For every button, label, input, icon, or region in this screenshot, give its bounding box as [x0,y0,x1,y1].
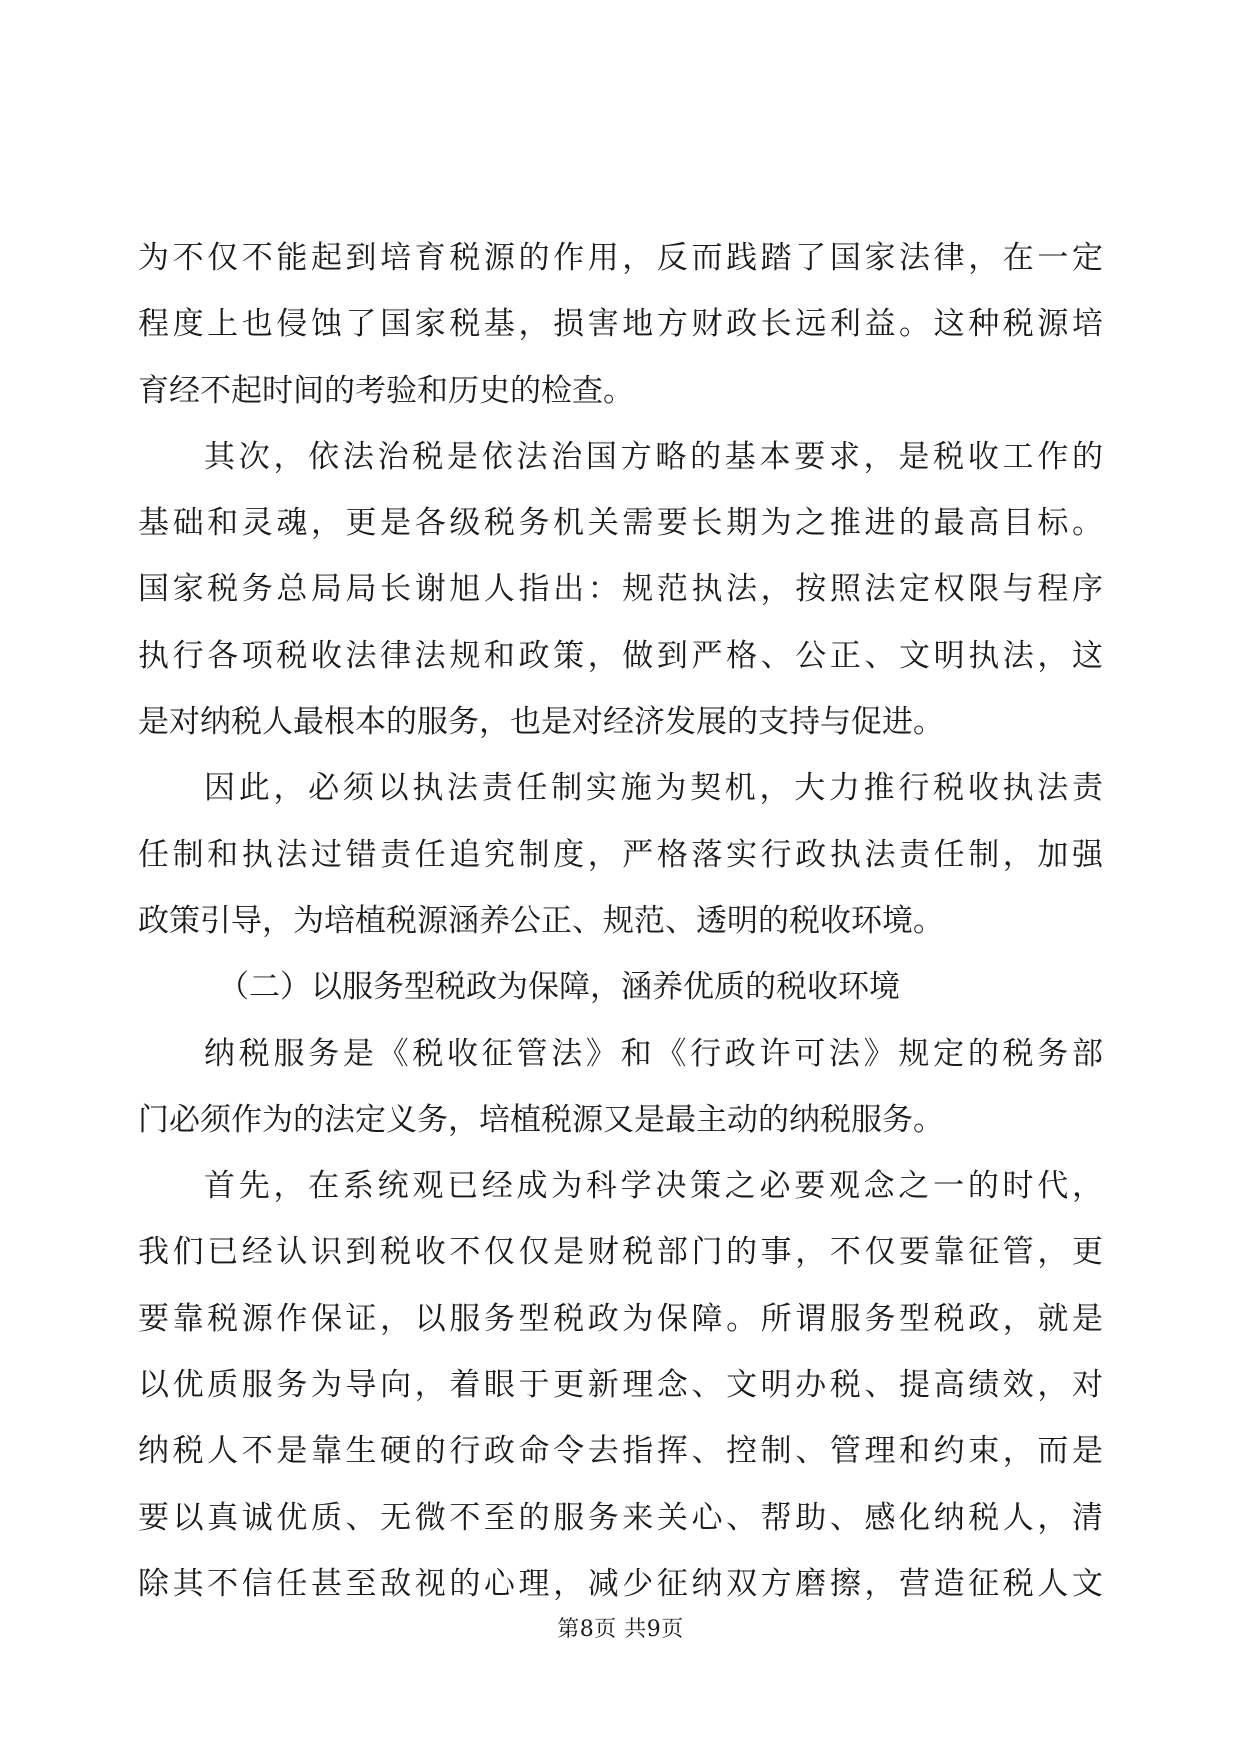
text-line: 育经不起时间的考验和历史的检查。 [138,372,634,409]
document-body [138,225,1103,1617]
text-line: 门必须作为的法定义务，培植税源又是最主动的纳税服务。 [138,1101,944,1138]
text-line: 除其不信任甚至敌视的心理，减少征纳双方磨擦，营造征税人文 [138,1565,1103,1602]
text-line: 其次，依法治税是依法治国方略的基本要求，是税收工作的 [204,438,1103,475]
page-footer: 第8页 共9页 [557,1617,684,1642]
text-line: 因此，必须以执法责任制实施为契机，大力推行税收执法责 [204,770,1103,807]
text-line: 执行各项税收法律法规和政策，做到严格、公正、文明执法，这 [138,637,1103,674]
text-line: 国家税务总局局长谢旭人指出：规范执法，按照法定权限与程序 [138,571,1103,608]
text-line: 首先，在系统观已经成为科学决策之必要观念之一的时代， [204,1168,1103,1205]
text-line: 政策引导，为培植税源涵养公正、规范、透明的税收环境。 [138,902,944,939]
text-line: 以优质服务为导向，着眼于更新理念、文明办税、提高绩效，对 [138,1367,1103,1404]
text-line: 为不仅不能起到培育税源的作用，反而践踏了国家法律，在一定 [138,240,1103,276]
text-line: 任制和执法过错责任追究制度，严格落实行政执法责任制，加强 [138,836,1103,873]
text-line: 纳税人不是靠生硬的行政命令去指挥、控制、管理和约束，而是 [138,1433,1103,1470]
text-line: 是对纳税人最根本的服务，也是对经济发展的支持与促进。 [138,704,944,741]
section-heading: （二）以服务型税政为保障，涵养优质的税收环境 [218,969,900,1006]
text-line: 要以真诚优质、无微不至的服务来关心、帮助、感化纳税人，清 [138,1499,1103,1536]
text-line: 我们已经认识到税收不仅仅是财税部门的事，不仅要靠征管，更 [138,1234,1103,1271]
text-line: 基础和灵魂，更是各级税务机关需要长期为之推进的最高目标。 [138,505,1103,542]
text-line: 纳税服务是《税收征管法》和《行政许可法》规定的税务部 [204,1035,1103,1072]
text-line: 程度上也侵蚀了国家税基，损害地方财政长远利益。这种税源培 [138,306,1103,343]
text-line: 要靠税源作保证，以服务型税政为保障。所谓服务型税政，就是 [138,1300,1103,1337]
